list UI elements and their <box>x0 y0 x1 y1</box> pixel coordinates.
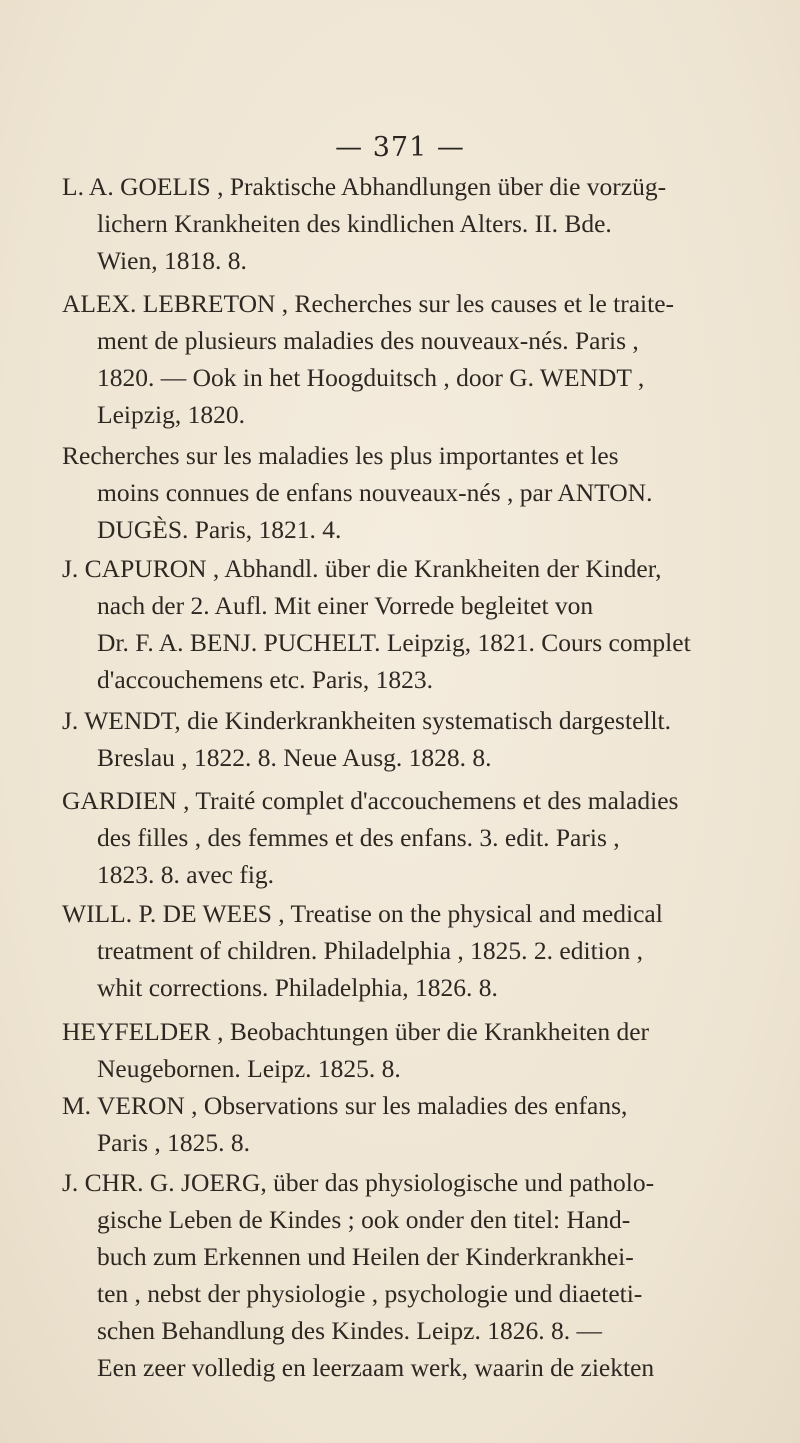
entry-line: Breslau , 1822. 8. Neue Ausg. 1828. 8. <box>97 743 492 772</box>
entry-line: L. A. GOELIS , Praktische Abhandlungen über die vorzüg- <box>62 172 667 201</box>
entry-line: Wien, 1818. 8. <box>97 246 247 275</box>
entry-line: GARDIEN , Traité complet d'accouchemens et des maladies <box>62 786 679 815</box>
entry-line: d'accouchemens etc. Paris, 1823. <box>97 665 433 694</box>
entry-line: des filles , des femmes et des enfans. 3. edit. Paris , <box>97 823 620 852</box>
bibliography-entry <box>62 1087 672 1161</box>
entry-line: moins connues de enfans nouveaux-nés , par ANTON. <box>97 478 653 507</box>
entry-line: M. VERON , Observations sur les maladies des enfans, <box>62 1091 628 1120</box>
entry-line: ALEX. LEBRETON , Recherches sur les causes et le traite- <box>62 289 675 318</box>
entry-line: lichern Krankheiten des kindlichen Alters. II. Bde. <box>97 209 612 238</box>
entry-line: J. WENDT, die Kinderkrankheiten systematisch dargestellt. <box>62 706 672 735</box>
entry-line: treatment of children. Philadelphia , 1825. 2. edition , <box>97 936 643 965</box>
entry-line: schen Behandlung des Kindes. Leipz. 1826. 8. — <box>97 1316 602 1345</box>
entry-line: Een zeer volledig en leerzaam werk, waarin de ziekten <box>97 1353 655 1382</box>
entry-line: Dr. F. A. BENJ. PUCHELT. Leipzig, 1821. Cours complet <box>97 628 691 657</box>
bibliography-entry <box>62 895 672 1006</box>
entry-line: J. CHR. G. JOERG, über das physiologische und patholo- <box>62 1168 655 1197</box>
entry-line: Leipzig, 1820. <box>97 400 246 429</box>
entry-line: 1820. — Ook in het Hoogduitsch , door G. WENDT , <box>97 363 645 392</box>
entry-line: buch zum Erkennen und Heilen der Kinderkrankhei- <box>97 1242 634 1271</box>
entry-line: whit corrections. Philadelphia, 1826. 8. <box>97 973 498 1002</box>
entry-line: J. CAPURON , Abhandl. über die Krankheiten der Kinder, <box>62 554 662 583</box>
bibliography-entry <box>62 550 691 698</box>
entry-line: nach der 2. Aufl. Mit einer Vorrede begleitet von <box>97 591 594 620</box>
entry-line: gische Leben de Kindes ; ook onder den titel: Hand- <box>97 1205 631 1234</box>
entry-line: WILL. P. DE WEES , Treatise on the physical and medical <box>62 899 663 928</box>
entry-line: 1823. 8. avec fig. <box>97 860 275 889</box>
bibliography-entry <box>62 702 672 776</box>
page-number: — 371 — <box>335 132 465 163</box>
entry-line: HEYFELDER , Beobachtungen über die Krankheiten der <box>62 1017 650 1046</box>
entry-line: Neugebornen. Leipz. 1825. 8. <box>97 1054 401 1083</box>
entry-line: DUGÈS. Paris, 1821. 4. <box>97 515 342 544</box>
entry-line: Paris , 1825. 8. <box>97 1128 250 1157</box>
bibliography-entry <box>62 1013 672 1087</box>
entry-line: ten , nebst der physiologie , psychologie und diaeteti- <box>97 1279 643 1308</box>
bibliography-entry <box>62 168 672 279</box>
bibliography-entry <box>62 285 675 433</box>
entry-line: Recherches sur les maladies les plus importantes et les <box>62 441 619 470</box>
entry-line: ment de plusieurs maladies des nouveaux-nés. Paris , <box>97 326 639 355</box>
bibliography-entry <box>62 782 679 893</box>
bibliography-entry <box>62 437 672 548</box>
bibliography-entry <box>62 1164 672 1386</box>
